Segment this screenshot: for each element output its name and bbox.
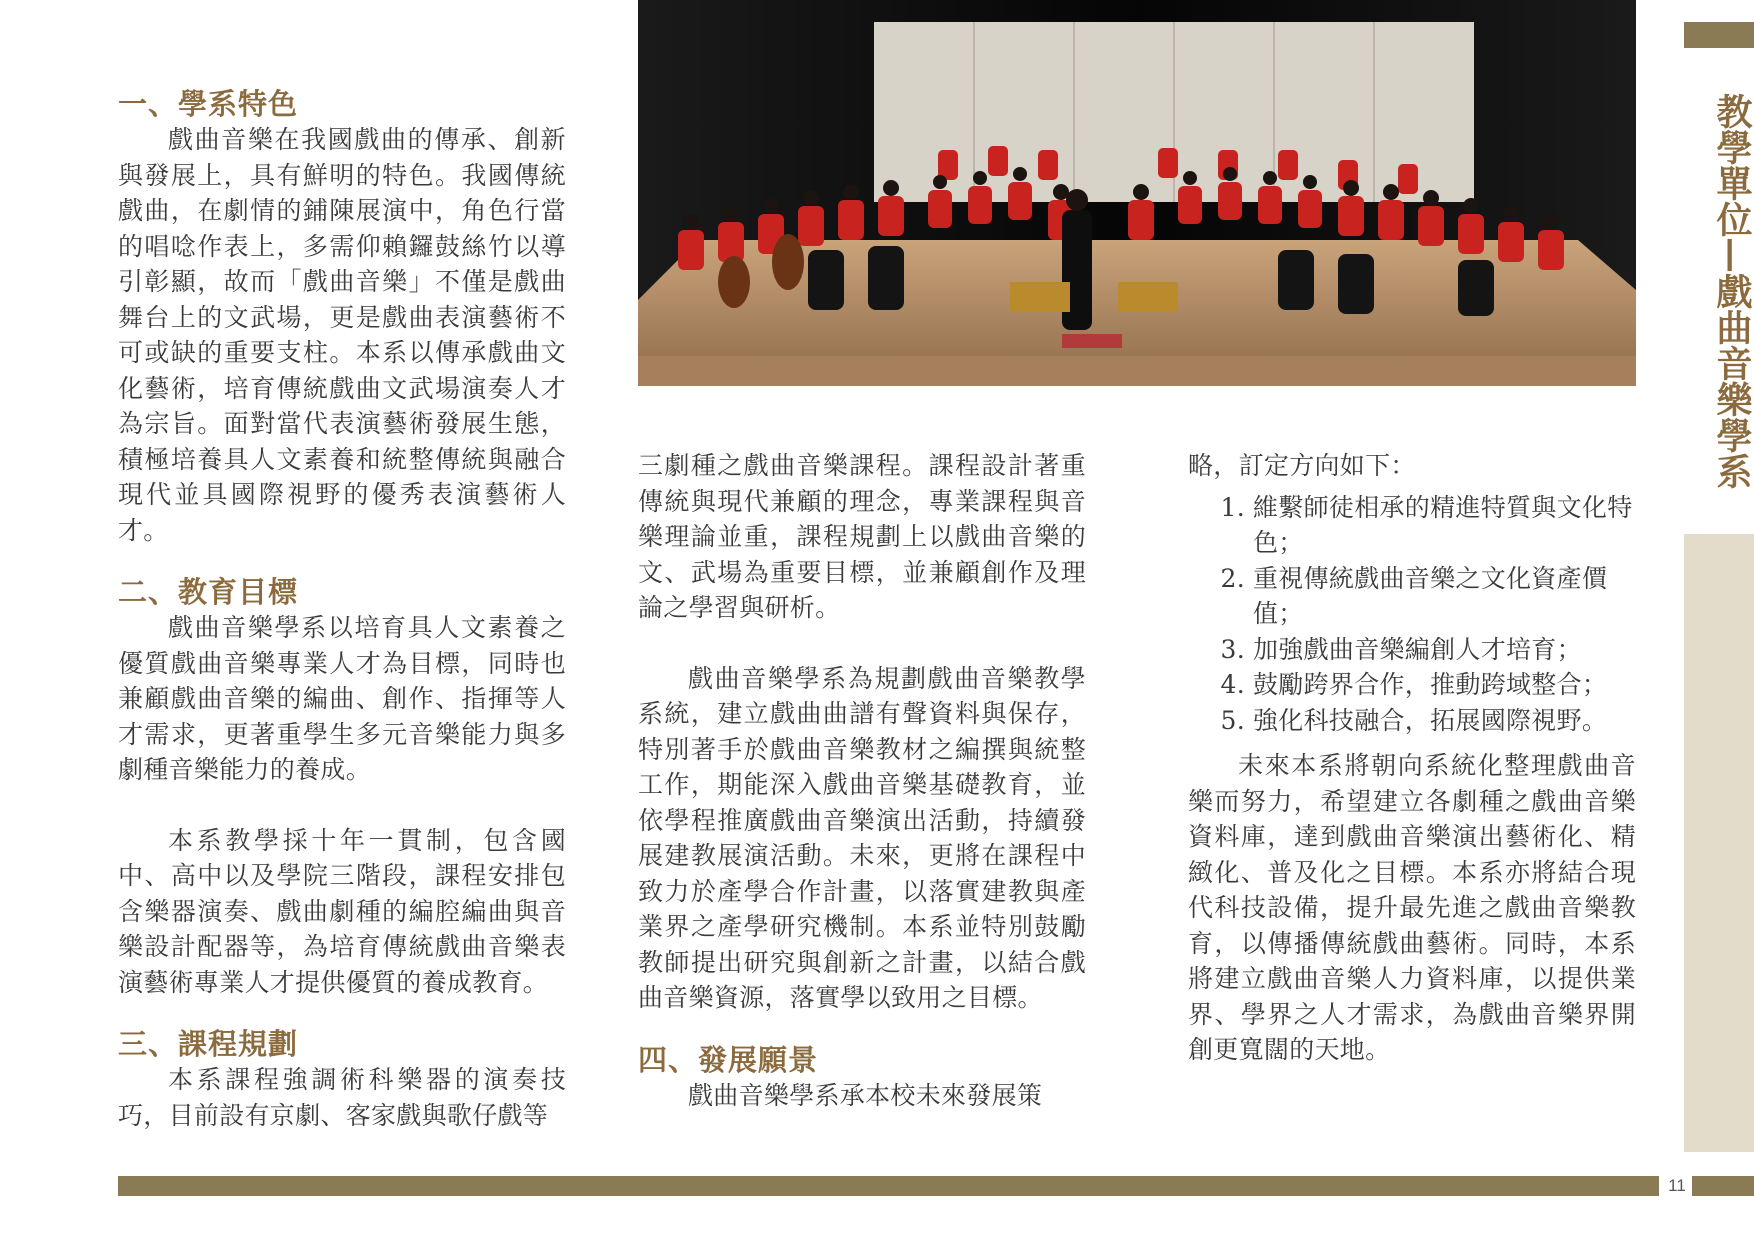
text-column-1 bbox=[118, 86, 566, 1133]
list-item: 1. 維繫師徒相承的精進特質與文化特色； bbox=[1220, 492, 1633, 557]
list-item: 2. 重視傳統戲曲音樂之文化資產價值； bbox=[1220, 563, 1608, 628]
vision-paragraph-2: 未來本系將朝向系統化整理戲曲音樂而努力，希望建立各劇種之戲曲音樂資料庫，達到戲曲音樂演出藝術化、精緻化、普及化之目標。本系亦將結合現代科技設備，提升最先進之戲曲音樂教育，以傳播傳統戲曲藝術。同時，本系將建立戲曲音樂人力資料庫，以提供業界、學界之人才需求，為戲曲音樂界開創更寬闊的天地。 bbox=[1188, 751, 1636, 1064]
list-item: 3. 加強戲曲音樂編創人才培育； bbox=[1220, 634, 1582, 664]
sidebar-tab-panel bbox=[1684, 534, 1754, 1152]
vision-paragraph-cont: 略，訂定方向如下： bbox=[1188, 451, 1416, 480]
sidebar-title: 教學單位—戲曲音樂學系 bbox=[1711, 93, 1753, 489]
text-column-2 bbox=[638, 448, 1086, 1113]
section-heading-objectives: 二、教育目標 bbox=[118, 575, 299, 609]
list-item: 5. 強化科技融合，拓展國際視野。 bbox=[1220, 705, 1608, 735]
list-item: 4. 鼓勵跨界合作，推動跨域整合； bbox=[1220, 670, 1608, 699]
footer-bar-right bbox=[1692, 1176, 1754, 1196]
curriculum-paragraph-2: 戲曲音樂學系為規劃戲曲音樂教學系統，建立戲曲曲譜有聲資料與保存，特別著手於戲曲音樂教材之編撰與統整工作，期能深入戲曲音樂基礎教育，並依學程推廣戲曲音樂演出活動，持續發展建教展演活動。未來，更將在課程中致力於產學合作計畫，以落實建教與產業界之產學研究機制。本系並特別鼓勵教師提出研究與創新之計畫，以結合戲曲音樂資源，落實學以致用之目標。 bbox=[638, 663, 1086, 1012]
vision-paragraph-start: 戲曲音樂學系承本校未來發展策 bbox=[688, 1080, 1043, 1110]
footer-bar bbox=[118, 1176, 1659, 1196]
objectives-paragraph-2: 本系教學採十年一貫制，包含國中、高中以及學院三階段，課程安排包含樂器演奏、戲曲劇種的編腔編曲與音樂設計配器等，為培育傳統戲曲音樂表演藝術專業人才提供優質的養成教育。 bbox=[118, 825, 566, 997]
curriculum-paragraph-cont: 三劇種之戲曲音樂課程。課程設計著重傳統與現代兼顧的理念，專業課程與音樂理論並重，課程規劃上以戲曲音樂的文、武場為重要目標，並兼顧創作及理論之學習與研析。 bbox=[638, 451, 1086, 622]
vision-goals-list bbox=[1188, 490, 1636, 739]
section-heading-characteristics: 一、學系特色 bbox=[118, 87, 299, 121]
page-number: 11 bbox=[1668, 1176, 1686, 1195]
characteristics-paragraph: 戲曲音樂在我國戲曲的傳承、創新與發展上，具有鮮明的特色。我國傳統戲曲，在劇情的鋪陳展演中，角色行當的唱唸作表上，多需仰賴鑼鼓絲竹以導引彰顯，故而「戲曲音樂」不僅是戲曲舞台上的文武場，更是戲曲表演藝術不可或缺的重要支柱。本系以傳承戲曲文化藝術，培育傳統戲曲文武場演奏人才為宗旨。面對當代表演藝術發展生態，積極培養具人文素養和統整傳統與融合現代並具國際視野的優秀表演藝術人才。 bbox=[118, 125, 566, 545]
section-heading-vision: 四、發展願景 bbox=[638, 1042, 819, 1077]
section-heading-curriculum: 三、課程規劃 bbox=[118, 1027, 299, 1061]
text-column-3 bbox=[1188, 448, 1636, 1068]
objectives-paragraph-1: 戲曲音樂學系以培育具人文素養之優質戲曲音樂專業人才為目標，同時也兼顧戲曲音樂的編曲、創作、指揮等人才需求，更著重學生多元音樂能力與多劇種音樂能力的養成。 bbox=[118, 613, 566, 784]
curriculum-paragraph-start: 本系課程強調術科樂器的演奏技巧，目前設有京劇、客家戲與歌仔戲等 bbox=[118, 1065, 566, 1130]
concert-orchestra-photo bbox=[638, 0, 1636, 386]
sidebar-tab-accent bbox=[1684, 22, 1754, 48]
